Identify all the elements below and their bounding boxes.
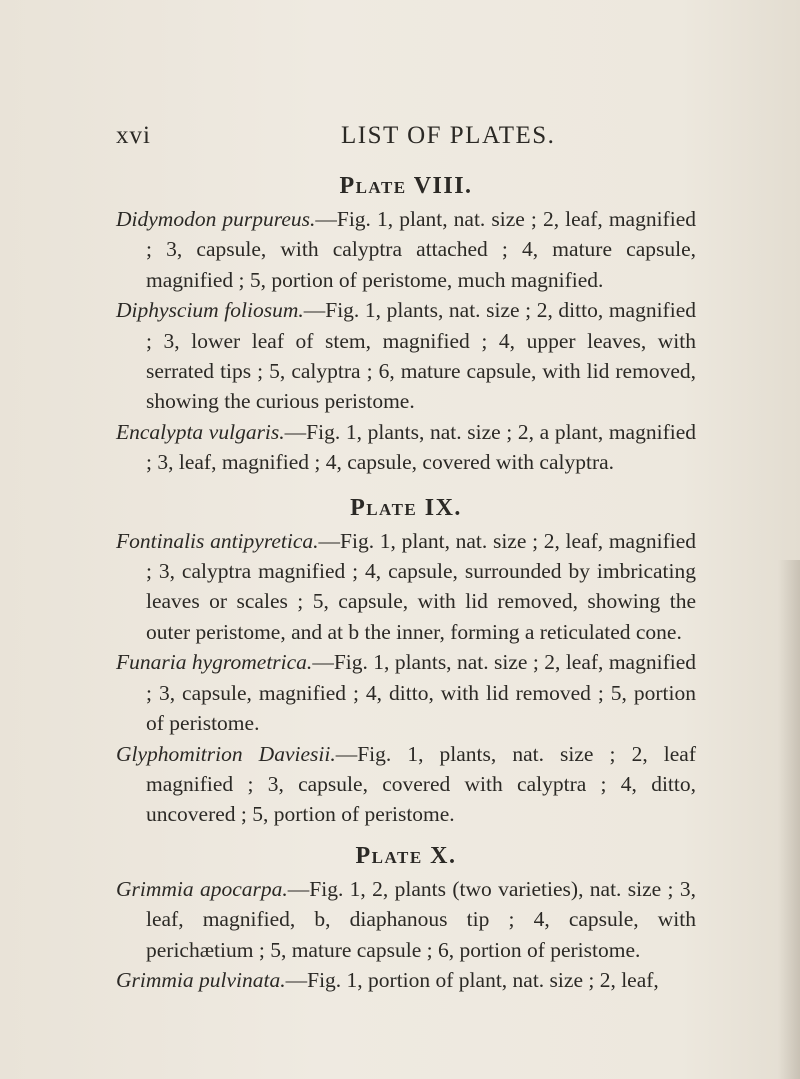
- species-name: Fontinalis antipyretica.: [116, 528, 319, 553]
- entry-diphyscium-foliosum: [116, 295, 696, 417]
- species-name: Grimmia pulvinata.: [116, 967, 286, 992]
- entry-fontinalis-antipyretica: [116, 526, 696, 648]
- entry-grimmia-pulvinata: [116, 965, 696, 995]
- entry-description: —Fig. 1, plants, nat. size ; 2, ditto, magnified ; 3, lower leaf of stem, magnified ; 4, upper leaves, with serrated tips ; 5, calyptra ; 6, mature capsule, with lid removed, showing the curious peristome.: [146, 298, 696, 414]
- species-name: Encalypta vulgaris.: [116, 419, 285, 444]
- entry-grimmia-apocarpa: [116, 874, 696, 965]
- page-number: xvi: [116, 122, 151, 149]
- species-name: Funaria hygrometrica.: [116, 650, 313, 675]
- page-edge-shadow: [778, 560, 800, 1079]
- species-name: Didymodon purpureus.: [116, 207, 316, 231]
- running-head: [116, 122, 696, 156]
- entry-description: —Fig. 1, plant, nat. size ; 2, leaf, magnified ; 3, capsule, with calyptra attached ; 4, mature capsule, magnified ; 5, portion of peristome, much magnified.: [146, 207, 696, 292]
- plate-list: [116, 168, 696, 995]
- entry-encalypta-vulgaris: [116, 417, 696, 478]
- plate-heading-viii: Plate VIII.: [339, 173, 473, 199]
- species-name: Diphyscium foliosum.: [116, 298, 304, 323]
- species-name: Glyphomitrion Daviesii.: [116, 741, 336, 766]
- entry-description: —Fig. 1, portion of plant, nat. size ; 2, leaf,: [285, 967, 659, 992]
- entry-funaria-hygrometrica: [116, 647, 696, 738]
- entry-description: —Fig. 1, 2, plants (two varieties), nat. size ; 3, leaf, magnified, b, diaphanous tip ; 4, capsule, with perichætium ; 5, mature capsule ; 6, portion of peristome.: [146, 876, 696, 962]
- entry-description: —Fig. 1, plants, nat. size ; 2, leaf magnified ; 3, capsule, covered with calyptra ; 4, ditto, uncovered ; 5, portion of peristome.: [146, 741, 696, 827]
- plate-heading-x: Plate X.: [355, 842, 457, 869]
- species-name: Grimmia apocarpa.: [116, 876, 288, 901]
- entry-description: —Fig. 1, plant, nat. size ; 2, leaf, magnified ; 3, calyptra magnified ; 4, capsule, surrounded by imbricating leaves or scales ; 5, capsule, with lid removed, showing the outer peristome, and at b the inner, forming a reticulated cone.: [146, 528, 696, 644]
- running-title: LIST OF PLATES.: [341, 122, 556, 149]
- plate-heading-ix: Plate IX.: [350, 494, 462, 521]
- entry-description: —Fig. 1, plants, nat. size ; 2, leaf, magnified ; 3, capsule, magnified ; 4, ditto, with lid removed ; 5, portion of peristome.: [146, 650, 696, 736]
- entry-glyphomitrion-daviesii: [116, 739, 696, 830]
- entry-description: —Fig. 1, plants, nat. size ; 2, a plant, magnified ; 3, leaf, magnified ; 4, capsule, covered with calyptra.: [146, 419, 697, 475]
- entry-didymodon-purpureus: [116, 204, 696, 295]
